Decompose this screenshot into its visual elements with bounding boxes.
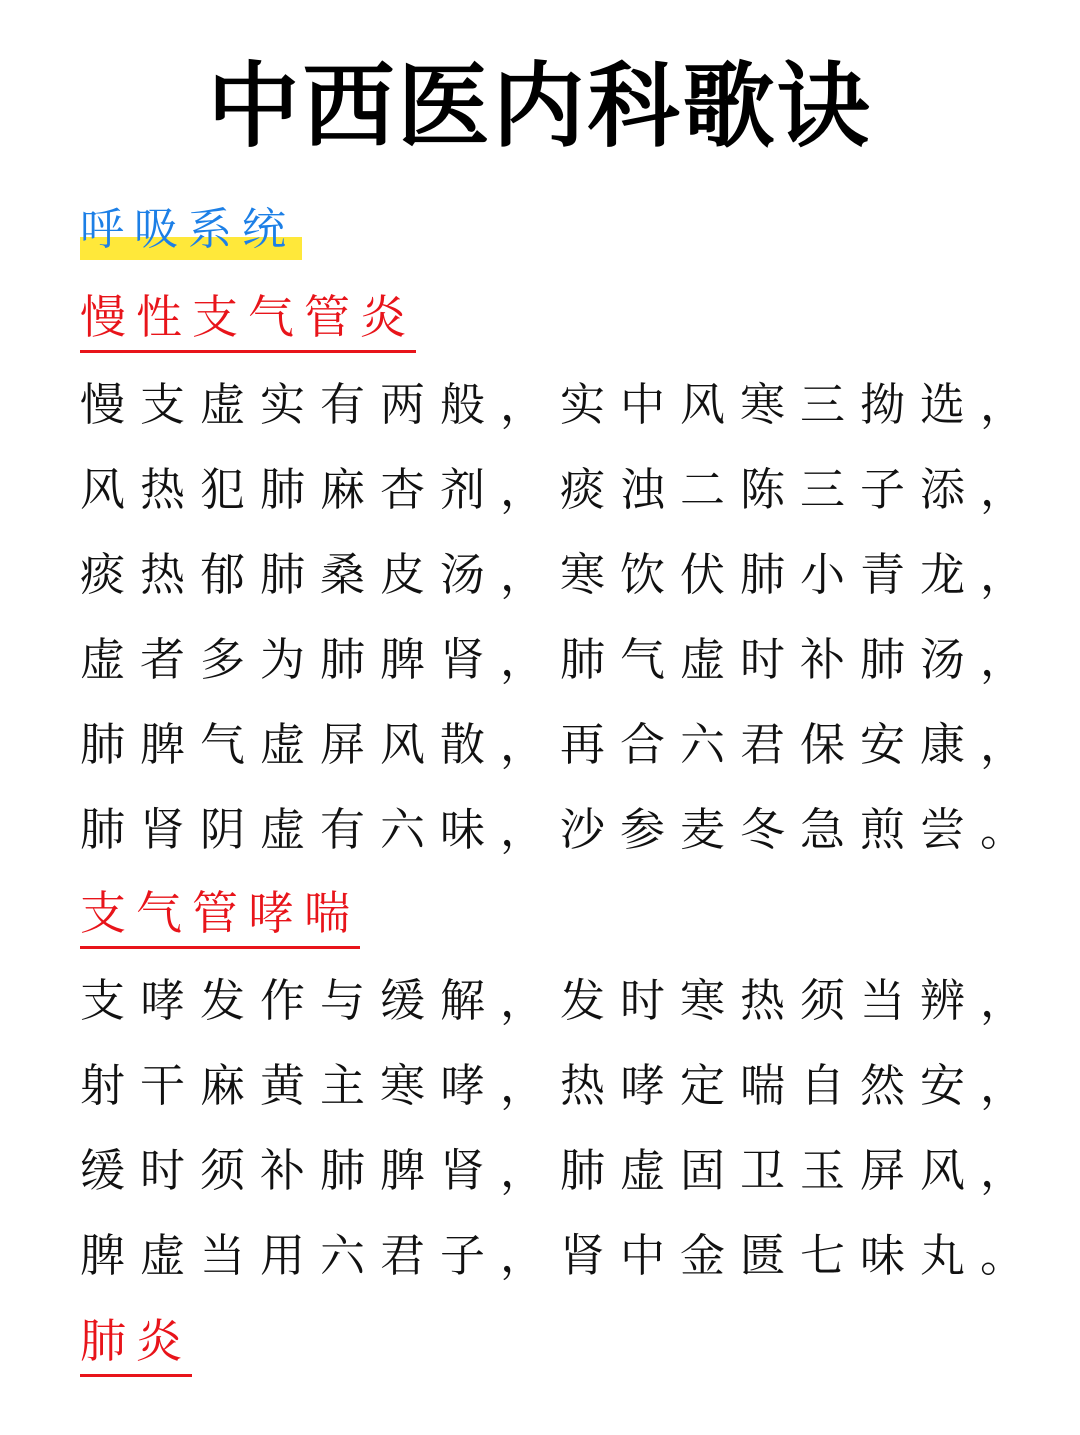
- verse-line: 支哮发作与缓解，发时寒热须当辨，: [80, 974, 1041, 1027]
- verse-line: 风热犯肺麻杏剂，痰浊二陈三子添，: [80, 463, 1041, 516]
- verse-line: 缓时须补肺脾肾，肺虚固卫玉屏风，: [80, 1144, 1041, 1197]
- section-label-respiratory-system: 呼吸系统: [80, 200, 302, 260]
- verse-line: 肺脾气虚屏风散，再合六君保安康，: [80, 718, 1041, 771]
- page-title: 中西医内科歌诀: [207, 53, 873, 160]
- topic-heading-chronic-bronchitis: 慢性支气管炎: [80, 286, 416, 353]
- verse-line: 脾虚当用六君子，肾中金匮七味丸。: [80, 1229, 1041, 1282]
- verse-block-chronic-bronchitis: [80, 362, 1041, 872]
- verse-line: 痰热郁肺桑皮汤，寒饮伏肺小青龙，: [80, 548, 1041, 601]
- verse-line: 虚者多为肺脾肾，肺气虚时补肺汤，: [80, 633, 1041, 686]
- verse-line: 慢支虚实有两般，实中风寒三拗选，: [80, 378, 1041, 431]
- verse-block-bronchial-asthma: [80, 958, 1041, 1298]
- topic-heading-pneumonia: 肺炎: [80, 1310, 192, 1377]
- verse-line: 肺肾阴虚有六味，沙参麦冬急煎尝。: [80, 803, 1041, 856]
- topic-heading-bronchial-asthma: 支气管哮喘: [80, 882, 360, 949]
- verse-line: 射干麻黄主寒哮，热哮定喘自然安，: [80, 1059, 1041, 1112]
